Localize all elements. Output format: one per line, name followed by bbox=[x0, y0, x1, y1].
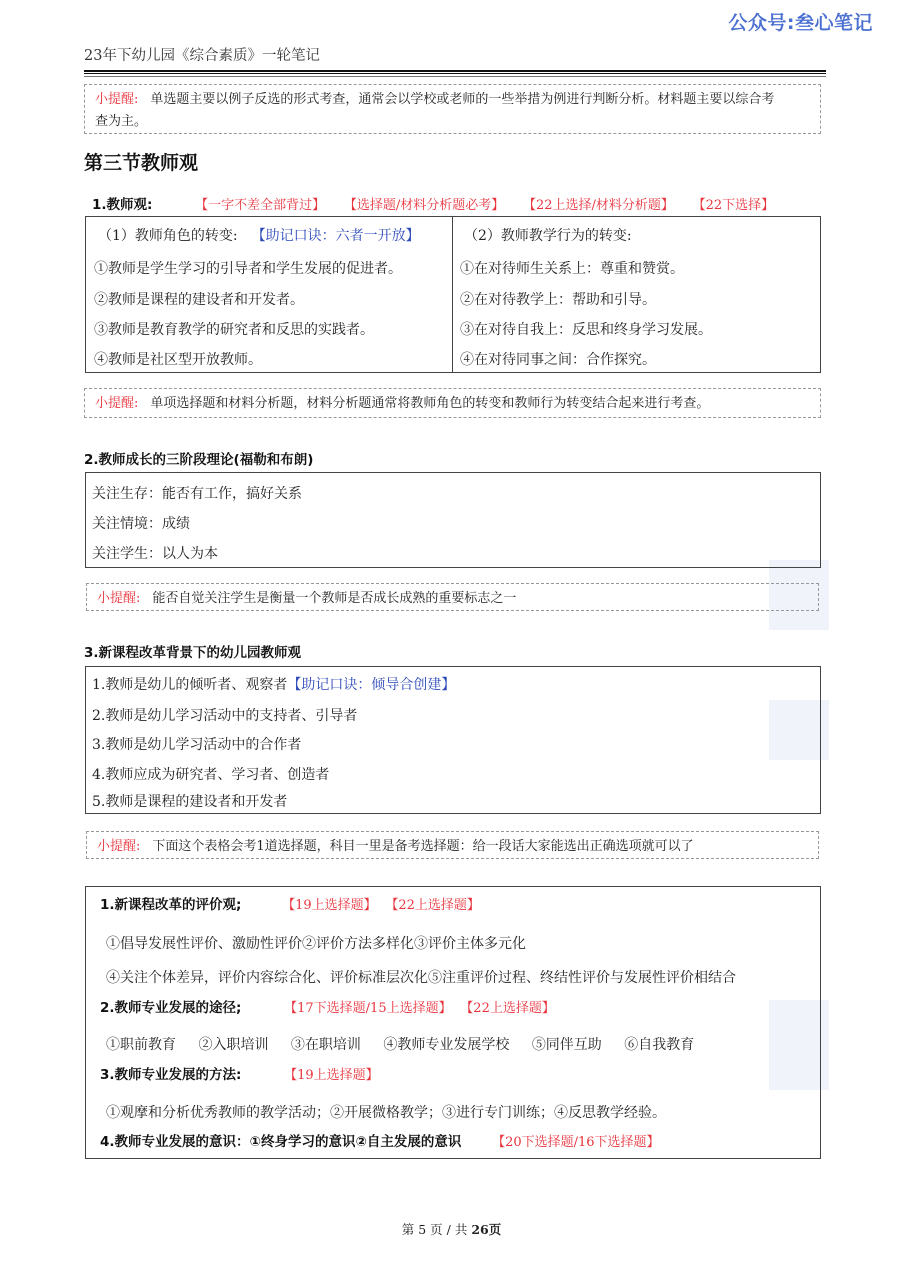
path-item: ③在职培训 bbox=[290, 1037, 361, 1053]
paths-heading: 2.教师专业发展的途径; bbox=[100, 1000, 242, 1016]
curriculum-item: 5.教师是课程的建设者和开发者 bbox=[92, 794, 288, 810]
tip-text: 下面这个表格会考1道选择题，科目一里是备考选择题：给一段话大家能选出正确选项就可以了 bbox=[152, 839, 694, 854]
table-divider bbox=[452, 217, 453, 372]
header-rule bbox=[84, 73, 826, 74]
methods-heading: 3.教师专业发展的方法: bbox=[100, 1067, 242, 1083]
exam-tag: 【22上选择题】 bbox=[460, 1001, 555, 1016]
eval-line: ④关注个体差异，评价内容综合化、评价标准层次化⑤注重评价过程、终结性评价与发展性评价相结合 bbox=[106, 970, 736, 986]
tip-text: 查为主。 bbox=[95, 114, 148, 129]
right-column-title: （2）教师教学行为的转变: bbox=[464, 228, 632, 244]
paths-line bbox=[106, 1034, 694, 1054]
exam-tag: 【20下选择题/16下选择题】 bbox=[492, 1135, 660, 1150]
tip-text: 能否自觉关注学生是衡量一个教师是否成长成熟的重要标志之一 bbox=[152, 591, 517, 606]
curriculum-item: 4.教师应成为研究者、学习者、创造者 bbox=[92, 767, 330, 783]
role-item: ④教师是社区型开放教师。 bbox=[94, 352, 262, 368]
new-curriculum-box bbox=[85, 666, 821, 814]
paths-heading-row bbox=[100, 996, 569, 1016]
exam-tag: 【一字不差全部背过】 bbox=[195, 198, 326, 213]
tip-label: 小提醒: bbox=[97, 839, 141, 854]
stage-item: 关注生存：能否有工作，搞好关系 bbox=[92, 486, 302, 502]
tip-text: 单选题主要以例子反选的形式考查，通常会以学校或老师的一些举措为例进行判断分析。材料题主要以综合考 bbox=[150, 92, 775, 107]
part2-heading: 2.教师成长的三阶段理论(福勒和布朗) bbox=[84, 452, 314, 468]
section-title: 第三节教师观 bbox=[84, 152, 199, 174]
tip-label: 小提醒: bbox=[97, 591, 141, 606]
header-rule bbox=[84, 76, 826, 77]
tip-text: 单项选择题和材料分析题，材料分析题通常将教师角色的转变和教师行为转变结合起来进行考查。 bbox=[150, 396, 710, 411]
total-pages: 26页 bbox=[471, 1222, 502, 1237]
header-rule bbox=[84, 70, 826, 72]
behavior-item: ③在对待自我上：反思和终身学习发展。 bbox=[460, 322, 712, 338]
stage-item: 关注情境：成绩 bbox=[92, 516, 190, 532]
role-item: ②教师是课程的建设者和开发者。 bbox=[94, 292, 304, 308]
behavior-item: ④在对待同事之间：合作探究。 bbox=[460, 352, 656, 368]
exam-tag: 【选择题/材料分析题必考】 bbox=[343, 198, 505, 213]
page-footer bbox=[0, 1220, 903, 1238]
tip-label: 小提醒: bbox=[95, 92, 139, 107]
tip-box bbox=[86, 583, 819, 611]
curriculum-item: 2.教师是幼儿学习活动中的支持者、引导者 bbox=[92, 708, 358, 724]
stage-item: 关注学生：以人为本 bbox=[92, 546, 218, 562]
behavior-item: ①在对待师生关系上：尊重和赞赏。 bbox=[460, 261, 684, 277]
exam-tag: 【19上选择题】 bbox=[284, 1068, 379, 1083]
tip-label: 小提醒: bbox=[95, 396, 139, 411]
exam-tag: 【22上选择/材料分析题】 bbox=[522, 198, 674, 213]
eval-heading-row bbox=[100, 893, 494, 913]
eval-heading: 1.新课程改革的评价观; bbox=[100, 897, 242, 913]
exam-tag: 【22下选择】 bbox=[692, 198, 775, 213]
page-number: 第 5 页 / 共 bbox=[401, 1222, 468, 1237]
professional-development-box bbox=[85, 886, 821, 1159]
awareness-heading: 4.教师专业发展的意识：①终身学习的意识②自主发展的意识 bbox=[100, 1134, 462, 1150]
tip-box bbox=[86, 831, 819, 859]
tip-box bbox=[84, 84, 821, 134]
exam-tag: 【17下选择题/15上选择题】 bbox=[284, 1001, 452, 1016]
methods-line: ①观摩和分析优秀教师的教学活动；②开展微格教学；③进行专门训练；④反思教学经验。 bbox=[106, 1105, 666, 1121]
part1-heading: 1.教师观: bbox=[92, 197, 153, 213]
methods-heading-row bbox=[100, 1063, 393, 1083]
behavior-item: ②在对待教学上：帮助和引导。 bbox=[460, 292, 656, 308]
awareness-heading-row bbox=[100, 1130, 674, 1150]
curriculum-item: 1.教师是幼儿的倾听者、观察者【助记口诀：倾导合创建】 bbox=[92, 677, 456, 693]
exam-tag: 【22上选择题】 bbox=[385, 898, 480, 913]
path-item: ②入职培训 bbox=[198, 1037, 269, 1053]
mnemonic: 【助记口诀：六者一开放】 bbox=[251, 228, 420, 244]
eval-line: ①倡导发展性评价、激励性评价②评价方法多样化③评价主体多元化 bbox=[106, 936, 526, 952]
document-header: 23年下幼儿园《综合素质》一轮笔记 bbox=[84, 48, 320, 64]
mnemonic: 【助记口诀：倾导合创建】 bbox=[287, 677, 456, 693]
part3-heading: 3.新课程改革背景下的幼儿园教师观 bbox=[84, 645, 302, 661]
exam-tag: 【19上选择题】 bbox=[282, 898, 377, 913]
role-item: ③教师是教育教学的研究者和反思的实践者。 bbox=[94, 322, 374, 338]
role-item: ①教师是学生学习的引导者和学生发展的促进者。 bbox=[94, 261, 402, 277]
path-item: ⑤同伴互助 bbox=[531, 1037, 602, 1053]
path-item: ①职前教育 bbox=[106, 1037, 176, 1053]
left-column-title: （1）教师角色的转变: 【助记口诀：六者一开放】 bbox=[98, 228, 420, 244]
growth-stages-box bbox=[85, 472, 821, 568]
part1-heading-row bbox=[92, 193, 788, 213]
curriculum-item: 3.教师是幼儿学习活动中的合作者 bbox=[92, 737, 302, 753]
path-item: ⑥自我教育 bbox=[624, 1037, 695, 1053]
path-item: ④教师专业发展学校 bbox=[383, 1037, 510, 1053]
tip-box bbox=[84, 388, 821, 418]
teacher-view-table bbox=[85, 216, 821, 373]
brand-logo: 公众号:叁心笔记 bbox=[728, 12, 873, 34]
